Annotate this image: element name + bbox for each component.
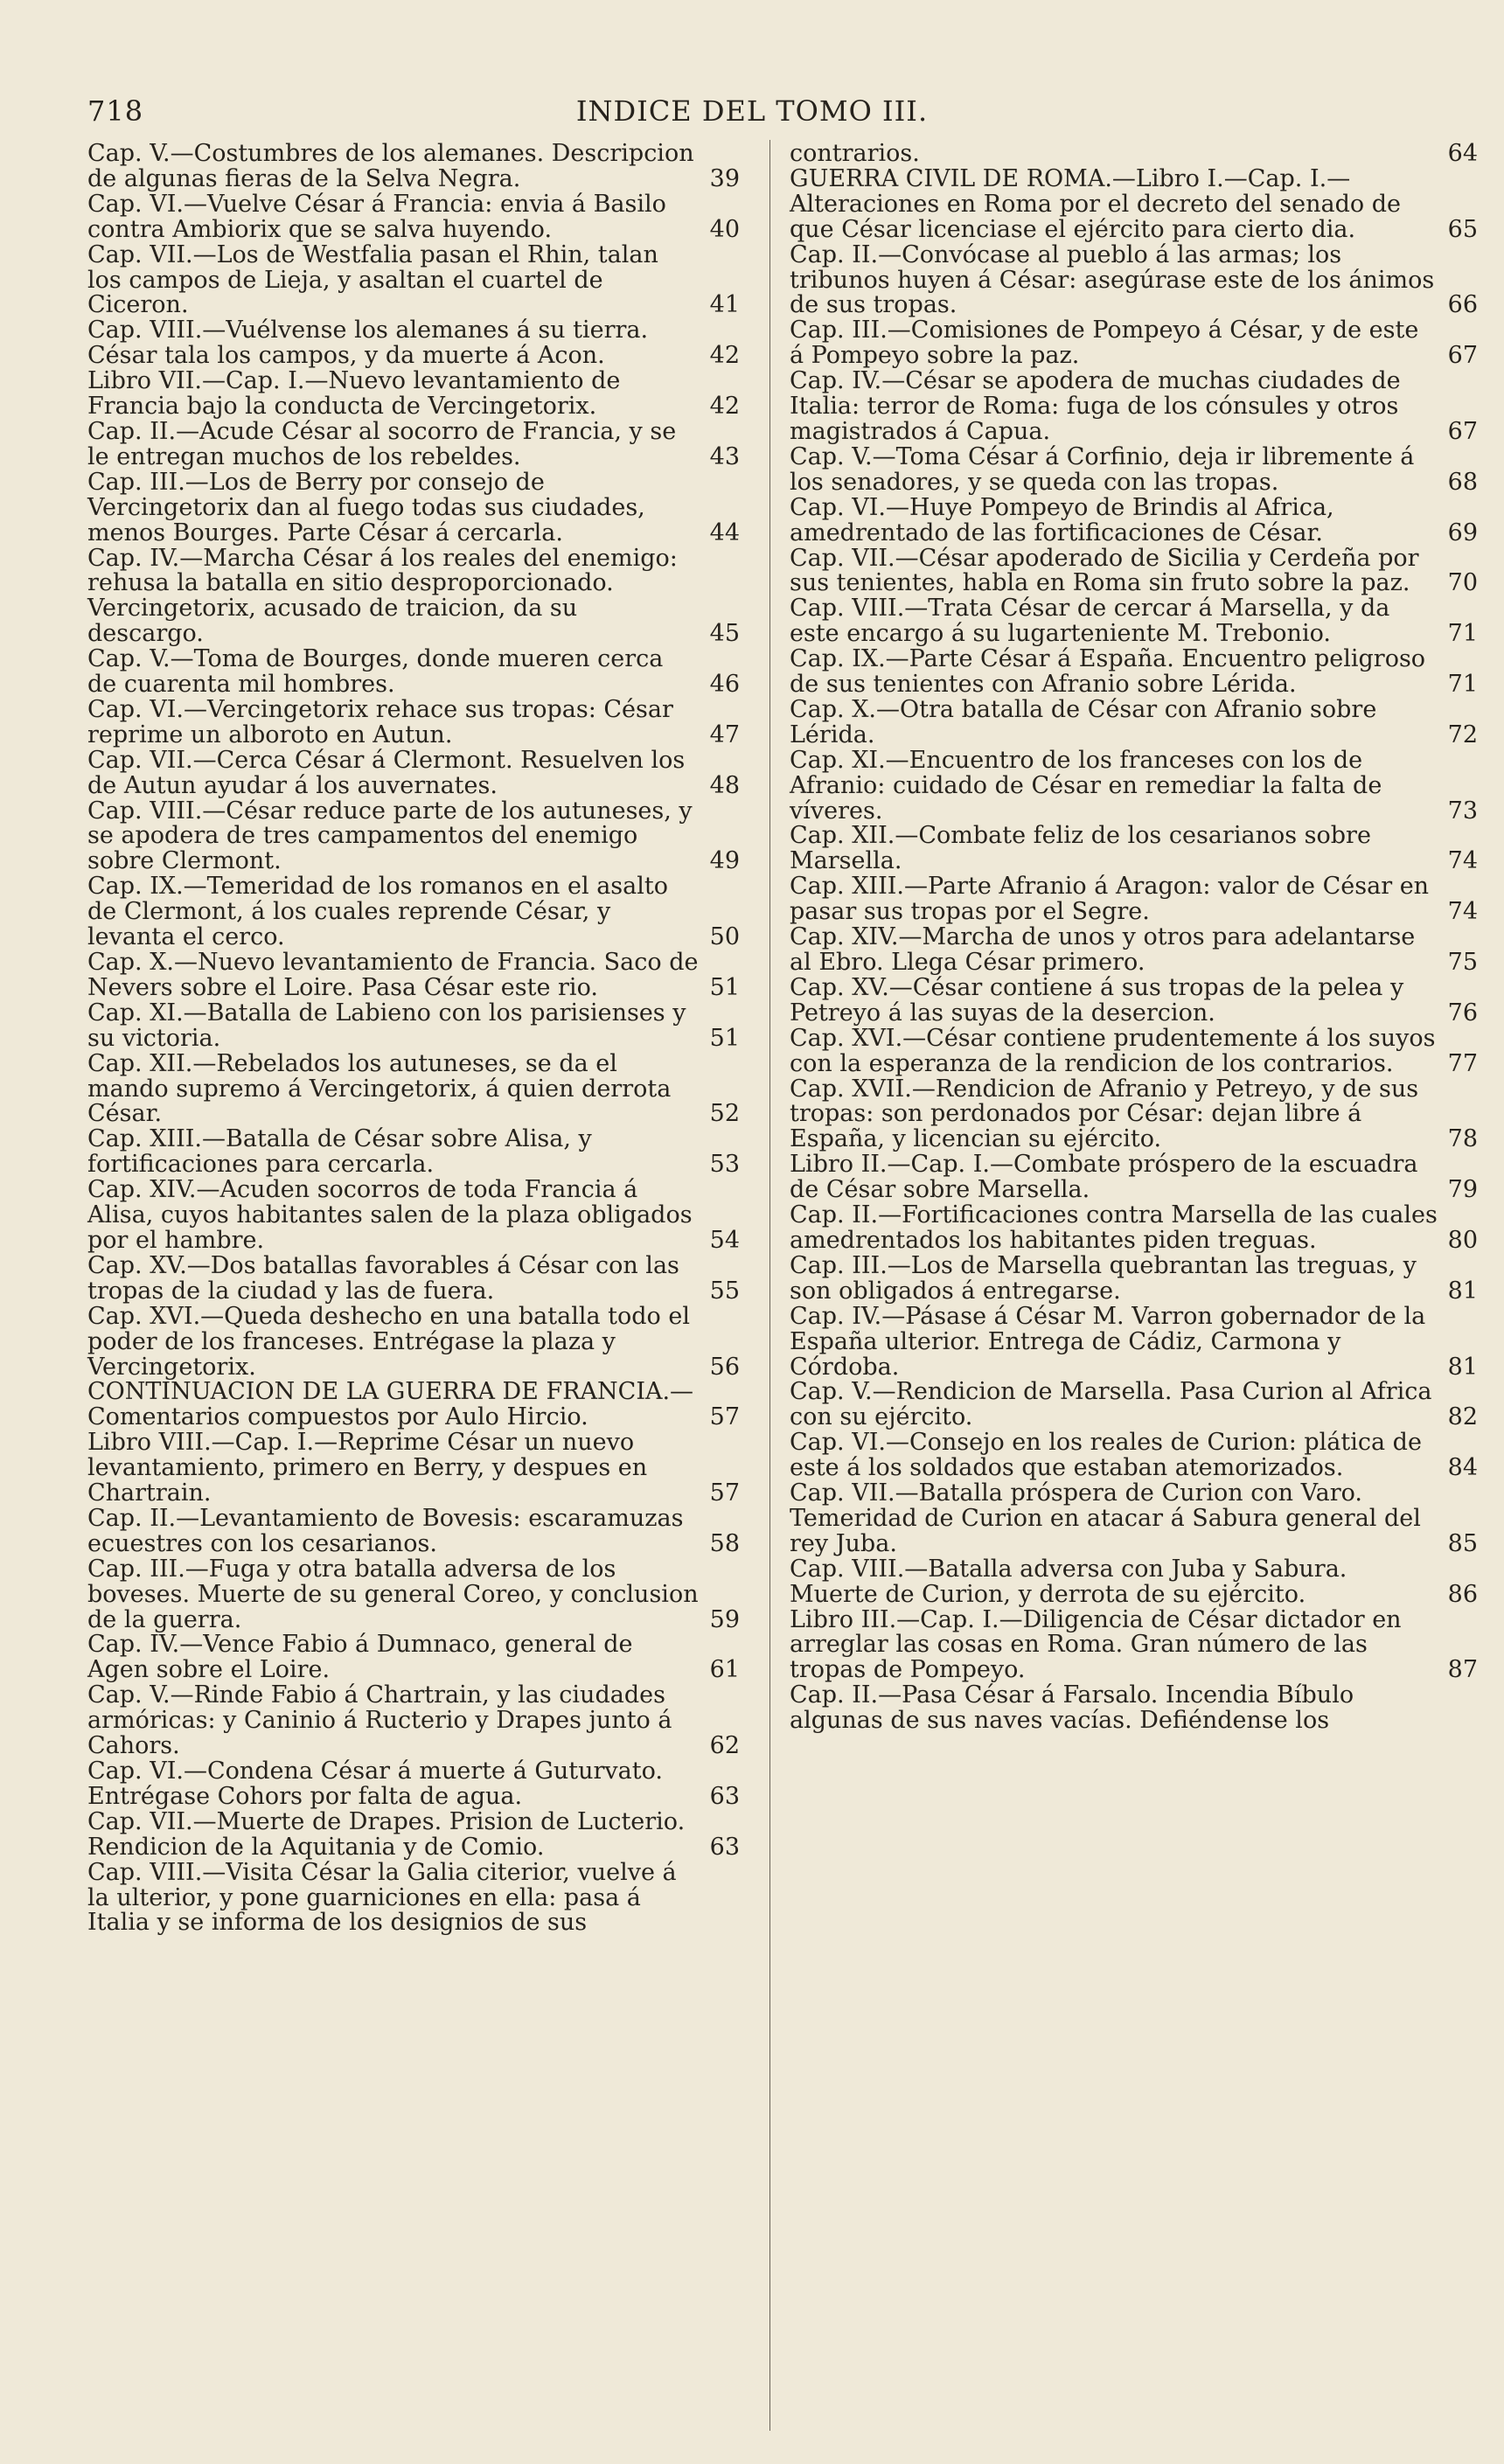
index-entry — [87, 950, 740, 1001]
entry-text: Cap. V.—Costumbres de los alemanes. Descripcion de algunas fieras de la Selva Negra. — [87, 140, 694, 192]
index-entry — [87, 1001, 740, 1052]
entry-page-number: 46 — [709, 671, 740, 699]
entry-text: Cap. XVI.—César contiene prudentemente á los suyos con la esperanza de la rendicion de los contrarios. — [790, 1024, 1436, 1077]
index-entry — [790, 1605, 1478, 1684]
entry-page-number: 54 — [709, 1226, 740, 1254]
entry-page-number: 42 — [709, 393, 740, 421]
entry-text: Cap. II.—Fortificaciones contra Marsella de las cuales amedrentados los habitantes piden treguas. — [790, 1201, 1438, 1254]
entry-page-number: 45 — [709, 620, 740, 648]
running-title: INDICE DEL TOMO III. — [575, 94, 929, 128]
entry-text: Cap. III.—Fuga y otra batalla adversa de los boveses. Muerte de su general Coreo, y conclusion de la guerra. — [87, 1555, 699, 1633]
entry-page-number: 56 — [709, 1353, 740, 1381]
index-entry — [87, 1178, 740, 1254]
entry-page-number: 67 — [1447, 417, 1478, 445]
entry-text: Cap. XIV.—Marcha de unos y otros para adelantarse al Ebro. Llega César primero. — [790, 923, 1416, 976]
entry-text: GUERRA CIVIL DE ROMA.—Libro I.—Cap. I.—Alteraciones en Roma por el decreto del senado de que César licenciase el ejército para cierto dia. — [790, 164, 1401, 243]
entry-page-number: 85 — [1447, 1529, 1478, 1557]
index-entry — [87, 1430, 740, 1507]
entry-text: Cap. VIII.—Vuélvense los alemanes á su tierra. César tala los campos, y da muerte á Acon. — [87, 317, 649, 370]
index-entry — [790, 1683, 1478, 1734]
entry-text: Cap. IV.—Pásase á César M. Varron gobernador de la España ulterior. Entrega de Cádiz, Carmona y Córdoba. — [790, 1302, 1426, 1381]
entry-text: Cap. VII.—Muerte de Drapes. Prision de Lucterio. Rendicion de la Aquitania y de Comio. — [87, 1807, 686, 1861]
index-column-right — [790, 142, 1478, 1734]
index-entry — [87, 417, 740, 470]
entry-page-number: 66 — [1447, 291, 1478, 319]
entry-text: Cap. VI.—Huye Pompeyo de Brindis al Africa, amedrentado de las fortificaciones de César. — [790, 493, 1334, 546]
index-entry — [87, 1380, 740, 1430]
entry-text: Libro II.—Cap. I.—Combate próspero de la escuadra de César sobre Marsella. — [790, 1151, 1418, 1204]
index-entry — [790, 1380, 1478, 1430]
entry-text: Cap. X.—Nuevo levantamiento de Francia. Saco de Nevers sobre el Loire. Pasa César este rio. — [87, 949, 699, 1001]
entry-page-number: 62 — [709, 1732, 740, 1760]
entry-page-number: 40 — [709, 215, 740, 243]
entry-page-number: 64 — [1447, 140, 1478, 167]
entry-text: Cap. V.—Rinde Fabio á Chartrain, y las ciudades armóricas: y Caninio á Ructerio y Drapes junto á Cahors. — [87, 1681, 672, 1760]
entry-page-number: 72 — [1447, 720, 1478, 748]
entry-page-number: 79 — [1447, 1176, 1478, 1204]
entry-page-number: 49 — [709, 847, 740, 875]
entry-page-number: 77 — [1447, 1049, 1478, 1077]
entry-text: Cap. VII.—César apoderado de Sicilia y Cerdeña por sus tenientes, habla en Roma sin fruto sobre la paz. — [790, 544, 1419, 597]
entry-page-number: 58 — [709, 1529, 740, 1557]
entry-text: Libro III.—Cap. I.—Diligencia de César dictador en arreglar las cosas en Roma. Gran número de las tropas de Pompeyo. — [790, 1605, 1402, 1684]
index-entry — [87, 142, 740, 192]
index-entry — [87, 647, 740, 698]
entry-text: Cap. VI.—Consejo en los reales de Curion: plática de este á los soldados que estaban atemorizados. — [790, 1429, 1422, 1482]
entry-page-number: 51 — [709, 1024, 740, 1052]
index-entry — [790, 493, 1478, 546]
entry-page-number: 53 — [709, 1151, 740, 1179]
entry-text: Cap. XIV.—Acuden socorros de toda Francia á Alisa, cuyos habitantes salen de la plaza obligados por el hambre. — [87, 1176, 693, 1254]
entry-text: CONTINUACION DE LA GUERRA DE FRANCIA.—Comentarios compuestos por Aulo Hircio. — [87, 1378, 694, 1431]
entry-page-number: 82 — [1447, 1403, 1478, 1431]
entry-text: Cap. IV.—Marcha César á los reales del enemigo: rehusa la batalla en sitio desproporcionado. Vercingetorix, acusado de traicion, da su descargo. — [87, 544, 678, 648]
entry-text: Cap. XV.—Dos batallas favorables á César con las tropas de la ciudad y las de fuera. — [87, 1251, 679, 1305]
entry-text: Cap. XI.—Encuentro de los franceses con los de Afranio: cuidado de César en remediar la falta de víveres. — [790, 746, 1382, 825]
entry-text: Cap. V.—Rendicion de Marsella. Pasa Curion al Africa con su ejército. — [790, 1378, 1432, 1431]
index-entry — [790, 1430, 1478, 1481]
entry-page-number: 65 — [1447, 215, 1478, 243]
page-number: 718 — [87, 94, 144, 128]
page-header — [87, 94, 1417, 133]
entry-page-number: 80 — [1447, 1226, 1478, 1254]
index-entry — [87, 695, 740, 748]
index-entry — [790, 874, 1478, 925]
index-entry — [790, 442, 1478, 496]
entry-page-number: 63 — [709, 1833, 740, 1861]
index-entry — [87, 318, 740, 369]
entry-page-number: 78 — [1447, 1125, 1478, 1153]
entry-page-number: 41 — [709, 291, 740, 319]
entry-page-number: 84 — [1447, 1454, 1478, 1482]
entry-page-number: 55 — [709, 1277, 740, 1305]
index-entry — [790, 164, 1478, 243]
index-entry — [87, 1251, 740, 1305]
entry-text: Cap. VI.—Condena César á muerte á Guturvato. Entrégase Cohors por falta de agua. — [87, 1758, 663, 1810]
column-divider — [769, 140, 770, 2431]
index-entry — [87, 192, 740, 243]
entry-page-number: 47 — [709, 720, 740, 748]
entry-page-number: 87 — [1447, 1656, 1478, 1684]
index-entry — [87, 874, 740, 950]
entry-text: Cap. IV.—Vence Fabio á Dumnaco, general de Agen sobre el Loire. — [87, 1631, 633, 1684]
index-entry — [790, 695, 1478, 748]
entry-text: Cap. II.—Levantamiento de Bovesis: escaramuzas ecuestres con los cesarianos. — [87, 1504, 684, 1557]
entry-text: Cap. V.—Toma César á Corfinio, deja ir libremente á los senadores, y se queda con las tropas. — [790, 442, 1415, 496]
index-entry — [790, 1481, 1478, 1557]
index-entry — [87, 1302, 740, 1381]
entry-text: Cap. XVII.—Rendicion de Afranio y Petreyo, y de sus tropas: son perdonados por César: dejan libre á España, y licencian su ejército. — [790, 1075, 1419, 1153]
entry-page-number: 71 — [1447, 671, 1478, 699]
entry-text: Cap. II.—Pasa César á Farsalo. Incendia Bíbulo algunas de sus naves vacías. Defiéndense los — [790, 1681, 1354, 1735]
index-entry — [790, 1302, 1478, 1381]
index-entry — [87, 1504, 740, 1557]
entry-text: Cap. IV.—César se apodera de muchas ciudades de Italia: terror de Roma: fuga de los cónsules y otros magistrados á Capua. — [790, 367, 1401, 445]
entry-text: Cap. XII.—Combate feliz de los cesarianos sobre Marsella. — [790, 822, 1371, 875]
entry-text: Cap. VIII.—Trata César de cercar á Marsella, y da este encargo á su lugarteniente M. Trebonio. — [790, 595, 1390, 648]
entry-text: contrarios. — [790, 140, 920, 167]
entry-text: Cap. III.—Comisiones de Pompeyo á César, y de este á Pompeyo sobre la paz. — [790, 317, 1419, 370]
entry-page-number: 61 — [709, 1656, 740, 1684]
entry-text: Cap. XII.—Rebelados los autuneses, se da el mando supremo á Vercingetorix, á quien derrota César. — [87, 1049, 672, 1128]
entry-page-number: 81 — [1447, 1353, 1478, 1381]
index-entry — [87, 1759, 740, 1810]
index-entry — [87, 1683, 740, 1759]
index-column-left — [87, 142, 740, 1936]
entry-text: Cap. VIII.—Batalla adversa con Juba y Sabura. Muerte de Curion, y derrota de su ejército. — [790, 1555, 1347, 1608]
entry-text: Cap. II.—Acude César al socorro de Francia, y se le entregan muchos de los rebeldes. — [87, 417, 677, 470]
entry-page-number: 74 — [1447, 847, 1478, 875]
index-entry — [87, 470, 740, 546]
index-entry — [790, 1152, 1478, 1203]
entry-page-number: 39 — [709, 164, 740, 192]
index-entry — [790, 546, 1478, 597]
index-entry — [87, 1049, 740, 1128]
entry-page-number: 81 — [1447, 1277, 1478, 1305]
index-entry — [87, 1127, 740, 1178]
index-entry — [790, 647, 1478, 698]
entry-page-number: 69 — [1447, 519, 1478, 546]
index-entry — [790, 1024, 1478, 1077]
entry-page-number: 76 — [1447, 999, 1478, 1027]
index-entry — [790, 596, 1478, 647]
index-entry — [790, 824, 1478, 874]
index-entry — [87, 799, 740, 875]
index-entry — [87, 748, 740, 799]
index-entry — [790, 142, 1478, 167]
entry-page-number: 48 — [709, 771, 740, 799]
entry-page-number: 51 — [709, 973, 740, 1001]
entry-page-number: 43 — [709, 442, 740, 470]
index-entry — [790, 748, 1478, 825]
entry-text: Cap. VI.—Vuelve César á Francia: envia á Basilo contra Ambiorix que se salva huyendo. — [87, 190, 666, 243]
entry-page-number: 73 — [1447, 797, 1478, 825]
index-entry — [790, 1557, 1478, 1608]
entry-text: Cap. XIII.—Parte Afranio á Aragon: valor de César en pasar sus tropas por el Segre. — [790, 873, 1430, 926]
entry-text: Cap. VII.—Cerca César á Clermont. Resuelven los de Autun ayudar á los auvernates. — [87, 746, 686, 799]
entry-text: Cap. XVI.—Queda deshecho en una batalla todo el poder de los franceses. Entrégase la plaza y Vercingetorix. — [87, 1302, 691, 1381]
entry-text: Cap. VI.—Vercingetorix rehace sus tropas: César reprime un alboroto en Autun. — [87, 695, 673, 748]
entry-text: Cap. III.—Los de Marsella quebrantan las treguas, y son obligados á entregarse. — [790, 1251, 1417, 1305]
index-entry — [790, 369, 1478, 445]
index-entry — [87, 1858, 740, 1937]
entry-page-number: 50 — [709, 923, 740, 951]
entry-page-number: 71 — [1447, 620, 1478, 648]
index-entry — [790, 1203, 1478, 1254]
entry-page-number: 42 — [709, 342, 740, 370]
index-entry — [790, 240, 1478, 319]
index-entry — [790, 1251, 1478, 1305]
entry-text: Cap. VII.—Los de Westfalia pasan el Rhin, talan los campos de Lieja, y asaltan el cuartel de Ciceron. — [87, 240, 658, 319]
index-entry — [87, 546, 740, 648]
index-entry — [87, 240, 740, 319]
entry-page-number: 75 — [1447, 949, 1478, 976]
entry-page-number: 52 — [709, 1100, 740, 1128]
entry-page-number: 68 — [1447, 468, 1478, 496]
entry-text: Cap. IX.—Parte César á España. Encuentro peligroso de sus tenientes con Afranio sobre Lérida. — [790, 645, 1426, 699]
index-entry — [87, 369, 740, 420]
entry-page-number: 74 — [1447, 898, 1478, 926]
entry-page-number: 70 — [1447, 569, 1478, 597]
entry-text: Cap. X.—Otra batalla de César con Afranio sobre Lérida. — [790, 695, 1377, 748]
entry-page-number: 57 — [709, 1479, 740, 1507]
entry-text: Cap. II.—Convócase al pueblo á las armas; los tribunos huyen á César: asegúrase este de los ánimos de sus tropas. — [790, 240, 1435, 319]
entry-text: Cap. XI.—Batalla de Labieno con los parisienses y su victoria. — [87, 999, 686, 1052]
entry-text: Cap. V.—Toma de Bourges, donde mueren cerca de cuarenta mil hombres. — [87, 645, 664, 699]
entry-page-number: 63 — [709, 1782, 740, 1810]
entry-page-number: 57 — [709, 1403, 740, 1431]
entry-page-number: 59 — [709, 1605, 740, 1633]
index-entry — [87, 1557, 740, 1633]
index-entry — [790, 925, 1478, 976]
entry-page-number: 44 — [709, 519, 740, 546]
entry-text: Libro VIII.—Cap. I.—Reprime César un nuevo levantamiento, primero en Berry, y despues en Chartrain. — [87, 1429, 648, 1507]
entry-page-number: 86 — [1447, 1580, 1478, 1608]
entry-text: Cap. IX.—Temeridad de los romanos en el asalto de Clermont, á los cuales reprende César, y levanta el cerco. — [87, 873, 668, 951]
index-entry — [790, 1077, 1478, 1153]
index-entry — [87, 1632, 740, 1683]
entry-text: Cap. XIII.—Batalla de César sobre Alisa, y fortificaciones para cercarla. — [87, 1125, 592, 1179]
entry-text: Cap. VIII.—Visita César la Galia citerior, vuelve á la ulterior, y pone guarniciones en ella: pasa á Italia y se informa de los designios de sus — [87, 1858, 677, 1937]
entry-text: Cap. VIII.—César reduce parte de los autuneses, y se apodera de tres campamentos del enemigo sobre Clermont. — [87, 797, 693, 875]
entry-text: Cap. III.—Los de Berry por consejo de Vercingetorix dan al fuego todas sus ciudades, menos Bourges. Parte César á cercarla. — [87, 468, 645, 546]
entry-text: Cap. VII.—Batalla próspera de Curion con Varo. Temeridad de Curion en atacar á Sabura general del rey Juba. — [790, 1479, 1421, 1557]
entry-text: Libro VII.—Cap. I.—Nuevo levantamiento de Francia bajo la conducta de Vercingetorix. — [87, 367, 621, 421]
entry-page-number: 67 — [1447, 342, 1478, 370]
index-entry — [790, 973, 1478, 1027]
index-entry — [87, 1807, 740, 1861]
entry-text: Cap. XV.—César contiene á sus tropas de la pelea y Petreyo á las suyas de la desercion. — [790, 973, 1404, 1027]
index-entry — [790, 318, 1478, 369]
